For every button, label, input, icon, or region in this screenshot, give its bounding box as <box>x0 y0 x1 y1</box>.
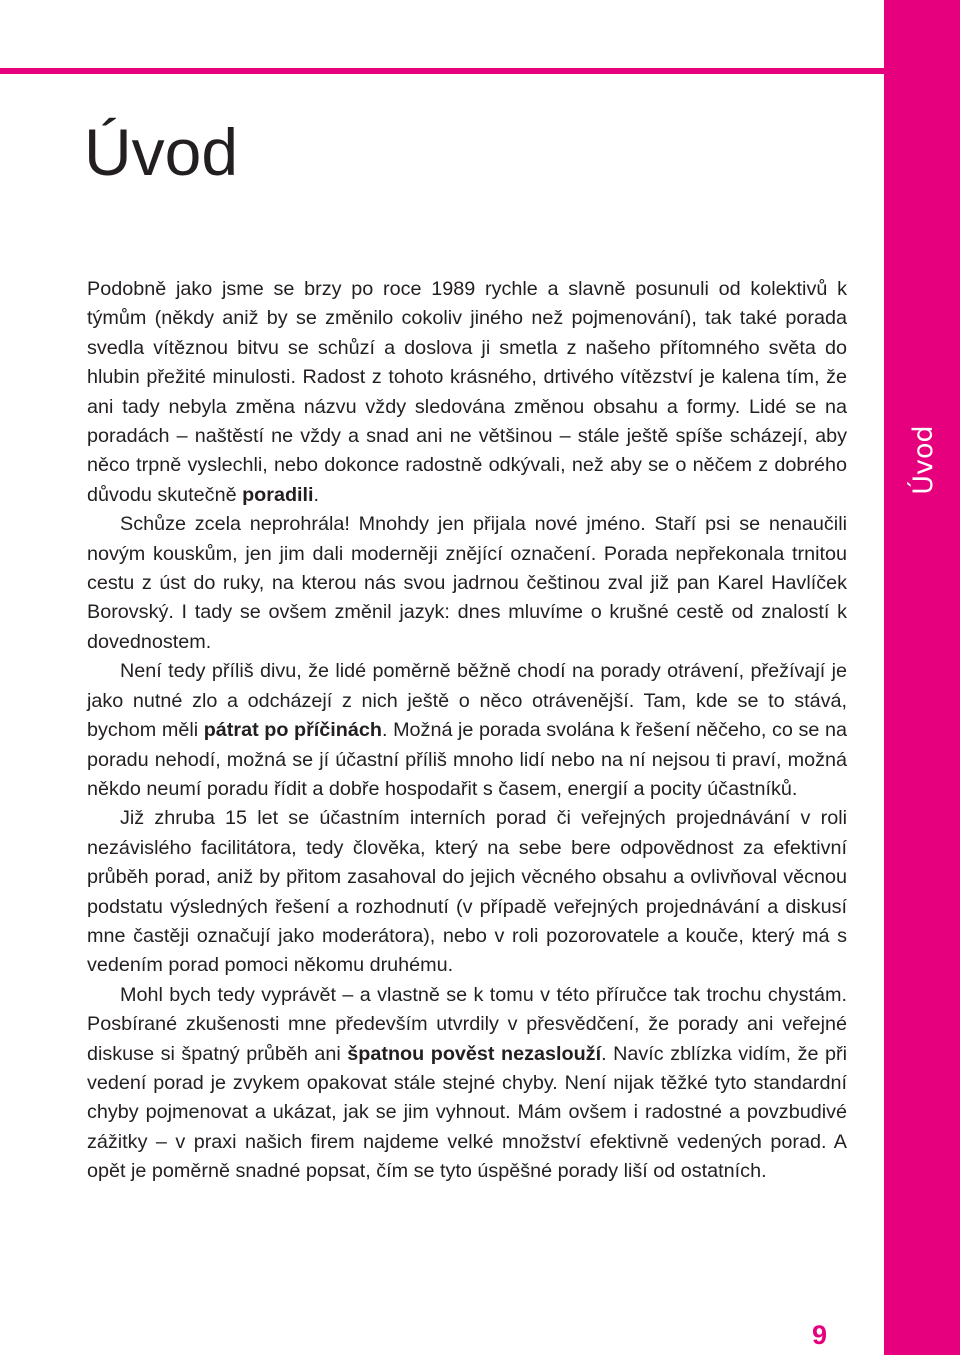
paragraph-1-end: . <box>313 483 320 506</box>
emphasis-spatnou-povest: špatnou pověst nezaslouží <box>347 1042 602 1065</box>
paragraph-5 <box>87 981 847 1187</box>
chapter-side-tab <box>884 0 960 1355</box>
emphasis-patrat-po-pricinach: pátrat po příčinách <box>203 719 382 742</box>
page-title: Úvod <box>84 115 239 189</box>
paragraph-1 <box>87 275 847 510</box>
top-accent-rule <box>0 68 884 74</box>
paragraph-4 <box>87 804 847 980</box>
paragraph-2-text: Schůze zcela neprohrála! Mnohdy jen přijala nové jméno. Staří psi se nenaučili novým kouskům, jen jim dali moderněji znějící označení. Porada nepřekonala trnitou cestu z úst do ruky, na kterou nás svou jadrnou češtinou zval již pan Karel Havlíček Borovský. I tady se ovšem změnil jazyk: dnes mluvíme o krušné cestě od znalostí k dovednostem. <box>87 513 847 653</box>
emphasis-poradili: poradili <box>242 483 314 506</box>
paragraph-4-text: Již zhruba 15 let se účastním interních porad či veřejných projednávání v roli nezávislého facilitátora, tedy člověka, který na sebe bere odpovědnost za efektivní průběh porad, aniž by přitom zasahoval do jejich věcného obsahu a ovlivňoval věcnou podstatu výsledných řešení a rozhodnutí (v případě veřejných projednávání a diskusí mne častěji označují jako moderátora), nebo v roli pozorovatele a kouče, který má s vedením porad pomoci někomu druhému. <box>87 807 847 977</box>
paragraph-5-end: . Navíc zblízka vidím, že při vedení porad je zvykem opakovat stále stejné chyby. Není nijak těžké tyto standardní chyby pojmenovat a ukázat, jak se jim vyhnout. Mám ovšem i radostné a povzbudivé zážitky – v praxi našich firem najdeme velké množství efektivně vedených porad. A opět je poměrně snadné popsat, čím se tyto úspěšné porady liší od ostatních. <box>87 1042 847 1183</box>
page-number: 9 <box>812 1320 828 1350</box>
chapter-side-tab-label-wrap <box>904 425 944 495</box>
paragraph-3-end: . Možná je porada svolána k řešení něčeho, co se na poradu nehodí, možná se jí účastní příliš mnoho lidí nebo na ní nejsou ti praví, možná někdo neumí poradu řídit a dobře hospodařit s časem, energií a pocity účastníků. <box>87 719 847 800</box>
chapter-side-tab-label: Úvod <box>908 425 939 495</box>
paragraph-3-text: Není tedy příliš divu, že lidé poměrně běžně chodí na porady otrávení, přežívají je jako nutné zlo a odcházejí z nich ještě o něco otrávenější. Tam, kde se to stává, bychom měli <box>87 660 847 742</box>
paragraph-3 <box>87 657 847 804</box>
paragraph-2 <box>87 510 847 657</box>
paragraph-5-text: Mohl bych tedy vyprávět – a vlastně se k tomu v této příručce tak trochu chystám. Posbírané zkušenosti mne především utvrdily v přesvědčení, že porady ani veřejné diskuse si špatný průběh ani <box>87 983 847 1065</box>
body-text <box>87 275 847 1187</box>
paragraph-1-text: Podobně jako jsme se brzy po roce 1989 rychle a slavně posunuli od kolektivů k týmům (někdy aniž by se změnilo cokoliv jiného než pojmenování), tak také porada svedla vítěznou bitvu se schůzí a doslova ji smetla z našeho přítomného světa do hlubin přežité minulosti. Radost z tohoto krásného, drtivého vítězství je kalena tím, že ani tady nebyla změna názvu vždy sledována změnou obsahu a formy. Lidé se na poradách – naštěstí ne vždy a snad ani ne většinou – stále ještě spíše scházejí, aby něco trpně vyslechli, nebo dokonce radostně odkývali, než aby se o něčem z dobrého důvodu skutečně <box>87 278 847 506</box>
